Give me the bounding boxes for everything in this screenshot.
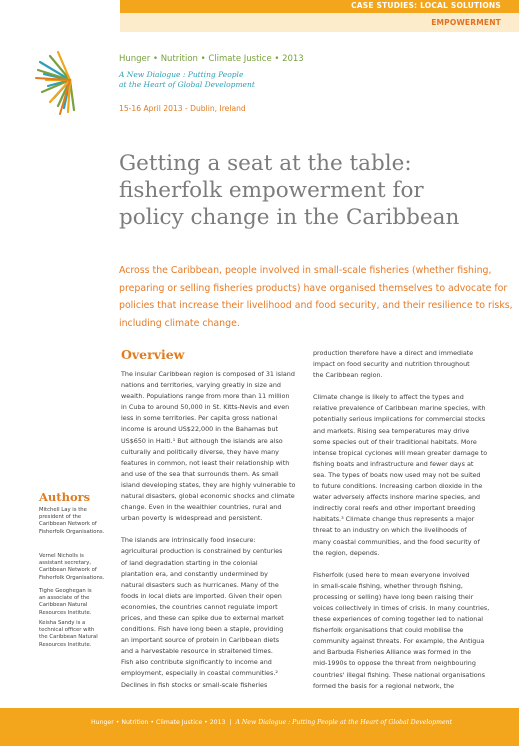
intro-line: preparing or selling fisheries products) have organised themselves to advocate for xyxy=(119,282,508,294)
body-line: nations and territories, varying greatly in size and xyxy=(121,381,281,390)
intro-line: policies that increase their livelihood and food security, and their resilience to risks, xyxy=(119,300,513,311)
author-line: assistant secretary, xyxy=(39,560,92,567)
title-line: policy change in the Caribbean xyxy=(119,205,460,230)
body-line: conditions. Fish have long been a staple, providing xyxy=(121,625,284,634)
section-banner xyxy=(120,0,519,13)
footer-separator: | xyxy=(229,719,232,726)
body-line: natural disasters, global economic shocks and climate xyxy=(121,492,295,501)
body-line: to future conditions. Increasing carbon dioxide in the xyxy=(313,482,483,491)
author-bio xyxy=(39,507,114,536)
author-line: Fisherfolk Organisations. xyxy=(39,528,105,535)
section-label: CASE STUDIES: LOCAL SOLUTIONS xyxy=(351,1,501,10)
conference-name: Hunger • Nutrition • Climate Justice • 2013 xyxy=(119,54,304,64)
body-line: many coastal communities, and the food security of xyxy=(313,537,480,546)
body-line: production therefore have a direct and immediate xyxy=(313,349,474,357)
body-line: formed the basis for a regional network, the xyxy=(313,681,455,690)
author-line: the Caribbean Natural xyxy=(39,634,98,641)
body-line: US$650 in Haiti.¹ But although the islands are also xyxy=(121,436,283,445)
body-line: processing or selling) have long been raising their xyxy=(313,592,474,601)
body-line: The islands are intrinsically food insecure: xyxy=(121,536,256,545)
body-line: and a harvestable resource in straitened times. xyxy=(121,647,273,656)
body-line: sea. The types of boats now used may not be suited xyxy=(313,470,481,479)
author-bio xyxy=(39,553,114,582)
author-bio xyxy=(39,588,114,617)
body-line: island developing states, they are highly vulnerable to xyxy=(121,480,296,489)
conference-tagline-1: A New Dialogue : Putting People xyxy=(119,70,244,79)
body-line: indirectly coral reefs and other important breeding xyxy=(313,504,476,513)
body-line: community against threats. For example, the Antigua xyxy=(313,637,485,646)
body-line: employment, especially in coastal communities.² xyxy=(121,669,278,678)
body-line: Fisherfolk (used here to mean everyone involved xyxy=(313,570,470,579)
author-line: Vernel Nicholls is xyxy=(39,553,84,559)
intro-line: Across the Caribbean, people involved in small-scale fisheries (whether fishing, xyxy=(119,265,492,276)
body-line: habitats.³ Climate change thus represents a major xyxy=(313,515,475,524)
body-line: agricultural production is constrained by centuries xyxy=(121,547,283,556)
body-line: change. Even in the wealthier countries, rural and xyxy=(121,503,282,512)
body-line: relative prevalence of Caribbean marine species, with xyxy=(313,404,486,413)
body-line: and Barbuda Fisheries Alliance was formed in the xyxy=(313,648,471,657)
authors-heading: Authors xyxy=(39,490,91,504)
author-line: Resources Institute. xyxy=(39,609,92,616)
category-banner xyxy=(120,13,519,32)
title-line: fisherfolk empowerment for xyxy=(119,178,424,203)
body-line: threat to an industry on which the livelihoods of xyxy=(313,526,467,535)
body-line: plantation era, and constantly undermined by xyxy=(121,569,268,578)
overview-heading: Overview xyxy=(121,347,185,362)
body-line: natural disasters such as hurricanes. Many of the xyxy=(121,580,279,589)
body-line: economies, the countries cannot regulate import xyxy=(121,602,278,611)
intro-line: including climate change. xyxy=(119,317,240,329)
body-line: urban poverty is widespread and persistent. xyxy=(121,514,263,523)
body-line: prices, and these can spike due to external market xyxy=(121,613,284,622)
body-line: these experiences of coming together led to national xyxy=(313,615,484,624)
body-line: fishing boats and infrastructure and fewer days at xyxy=(313,459,474,468)
body-line: income is around US$22,000 in the Bahamas but xyxy=(121,425,279,434)
body-line: Fish also contribute significantly to income and xyxy=(121,658,272,667)
body-line: the Caribbean region. xyxy=(313,371,383,380)
author-line: president of the xyxy=(39,514,82,521)
body-line: voices collectively in times of crisis. In many countries, xyxy=(313,603,490,612)
body-line: wealth. Populations range from more than 11 million xyxy=(121,392,290,401)
author-bio xyxy=(39,620,114,649)
body-line: some species out of their traditional habitats. More xyxy=(313,437,477,446)
footer-left: Hunger • Nutrition • Climate Justice • 2013 xyxy=(91,719,226,726)
body-column-2 xyxy=(313,348,505,692)
body-line: impact on food security and nutrition throughout xyxy=(313,360,470,369)
article-title xyxy=(119,150,504,231)
article-intro xyxy=(119,262,511,332)
author-line: Tighe Geoghegan is xyxy=(39,588,92,594)
author-line: Caribbean Network of xyxy=(39,567,97,574)
body-line: countries' illegal fishing. These national organisations xyxy=(313,670,486,679)
body-line: in Cuba to around 50,000 in St. Kitts-Nevis and even xyxy=(121,403,290,412)
body-line: of land degradation starting in the colonial xyxy=(121,558,258,567)
footer-right: A New Dialogue : Putting People at the Heart of Global Development xyxy=(235,719,453,726)
body-line: culturally and politically diverse, they have many xyxy=(121,447,279,456)
author-line: Mitchell Lay is the xyxy=(39,507,87,513)
body-line: intense tropical cyclones will mean greater damage to xyxy=(313,448,488,457)
title-line: Getting a seat at the table: xyxy=(119,151,412,176)
conference-logo xyxy=(30,40,110,120)
body-line: fisherfolk organisations that could mobilise the xyxy=(313,626,464,635)
conference-tagline-2: at the Heart of Global Development xyxy=(119,80,255,89)
category-label: EMPOWERMENT xyxy=(431,18,501,27)
footer-bar xyxy=(0,708,519,746)
body-line: in small-scale fishing, whether through fishing, xyxy=(313,581,463,590)
body-line: features in common, not least their relationship with xyxy=(121,458,290,467)
body-line: Declines in fish stocks or small-scale fisheries xyxy=(121,680,268,689)
author-line: Fisherfolk Organisations. xyxy=(39,574,105,581)
author-line: Caribbean Natural xyxy=(39,602,88,609)
body-line: and markets. Rising sea temperatures may drive xyxy=(313,426,470,435)
author-line: Resources Institute. xyxy=(39,641,92,648)
body-line: water adversely affects inshore marine species, and xyxy=(313,493,481,502)
author-line: Caribbean Network of xyxy=(39,521,97,528)
author-line: an associate of the xyxy=(39,595,90,602)
body-column-1 xyxy=(121,369,306,691)
body-line: The insular Caribbean region is composed of 31 island xyxy=(121,370,295,378)
author-line: technical officer with xyxy=(39,627,95,634)
body-line: Climate change is likely to affect the types and xyxy=(313,393,464,402)
body-line: less in some territories. Per capita gross national xyxy=(121,414,278,423)
body-line: potentially serious implications for commercial stocks xyxy=(313,415,486,424)
body-line: foods in local diets are imported. Given their open xyxy=(121,591,282,600)
body-line: and use of the sea that surrounds them. As small xyxy=(121,469,279,478)
body-line: an important source of protein in Caribbean diets xyxy=(121,636,280,645)
author-line: Keisha Sandy is a xyxy=(39,620,86,626)
body-line: the region, depends. xyxy=(313,548,380,557)
body-line: mid-1990s to oppose the threat from neighbouring xyxy=(313,659,476,668)
conference-dates: 15-16 April 2013 - Dublin, Ireland xyxy=(119,104,246,113)
footer-text xyxy=(91,719,452,726)
